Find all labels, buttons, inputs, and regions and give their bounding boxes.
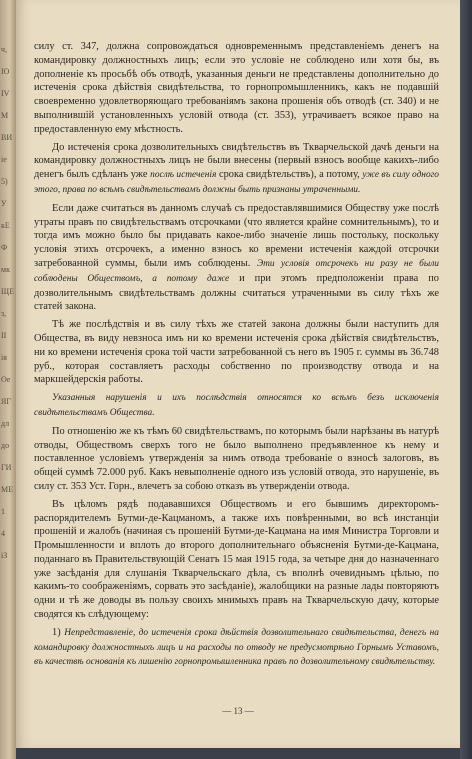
text-run: По отношенію же къ тѣмъ 60 свидѣтельствамъ, по которымъ были нарѣзаны въ натурѣ отводы, Обществомъ сверхъ того не было выполнено предъявленное къ нему и поставленное условіемъ утвержденія за нимъ отвода требованіе о взносѣ залоговъ, въ общей суммѣ 72.000 руб. Какъ невыполненіе одного изъ условій отвода, это нарушеніе, въ силу ст. 353 Уст. Горн., влечетъ за собою отказъ въ утвержденіи отвода. <box>34 425 439 492</box>
paragraph <box>34 626 439 670</box>
italic-text: уже въ силу одного этого, права по всѣмъ свидѣтельствамъ должны быть признаны утраченными. <box>34 170 439 195</box>
spine-fragment: з, <box>1 310 7 318</box>
italic-text: послѣ истеченія <box>150 170 217 181</box>
text-run: Если даже считаться въ данномъ случаѣ съ предоставлявшимися Обществу уже послѣ утраты правъ по свидѣтельствамъ отсрочками (что является крайне сомнительнымъ), то и тогда имъ можно было бы придавать какое-либо значеніе лишь постольку, поскольку условія этихъ отсрочекъ, а именно взносъ ко времени истеченія каждой отсрочки затребованной суммы, были имъ соблюдены. <box>34 202 439 269</box>
spine-fragment: ЩЕ <box>1 288 14 296</box>
paragraph <box>34 425 439 494</box>
spine-fragment: ія <box>1 354 7 362</box>
paragraph <box>34 202 439 314</box>
spine-fragment: ІЇ <box>1 332 7 340</box>
spine-fragment: Ое <box>1 376 11 384</box>
spine-fragment: У <box>1 200 7 208</box>
italic-text: Непредставленіе, до истеченія срока дѣйствія дозволительнаго свидѣтельства, денегъ на командировку должностныхъ лицъ и на расходы по отводу не предусмотрѣно Горнымъ Уставомъ, въ качествѣ основанія къ лишенію горнопромышленника правъ по дозволительному свидѣтельству. <box>34 627 439 668</box>
right-binding-edge <box>460 0 472 759</box>
spine-fragment: ІО <box>1 68 10 76</box>
spine-fragment: мк <box>1 266 10 274</box>
spine-fragment: Ф <box>1 244 8 252</box>
paragraph <box>34 318 439 387</box>
bottom-shadow <box>16 748 460 759</box>
spine-fragment: ч, <box>1 46 8 54</box>
text-run: Въ цѣломъ рядѣ подававшихся Обществомъ и его бывшимъ директоромъ-распорядителемъ Бутми-де-Кацманомъ, а также ихъ повѣренными, во всѣ инстанціи прошеній и жалобъ (начиная съ прошеній Бутми-де-Кацмана на имя Министра Торговли и Промышленности и вплоть до второго дополнительнаго объясненія Бутми-де-Кацмана, поданнаго въ Правительствующій Сенатъ 15 мая 1915 года, за четыре дня до назначеннаго уже засѣданія для слушанія Ткварчельскаго дѣла, съ вполнѣ очевиднымъ цѣлью, по какимъ-то соображеніямъ, сорвать это засѣданіе), жалобщики на разные лады повторяютъ одни и тѣ же доводы въ пользу своихъ мнимыхъ правъ на Ткварчельскую дачу, которые сводятся къ слѣдующему: <box>34 498 439 621</box>
italic-text: Указанныя нарушенія и ихъ послѣдствія относятся ко всѣмъ безъ исключенія свидѣтельствамъ Общества. <box>34 393 439 418</box>
spine-fragment: кЕ <box>1 222 10 230</box>
spine-fragment: ГИ <box>1 464 12 472</box>
spine-fragment: іе <box>1 156 7 164</box>
spine-fragment: 5) <box>1 178 8 186</box>
paragraph <box>34 498 439 622</box>
adjacent-page-spine <box>0 0 16 759</box>
spine-fragment: 4 <box>1 530 5 538</box>
paragraph <box>34 141 439 198</box>
italic-text: Эти условія отсрочекъ ни разу не были соблюдены Обществомъ, а потому даже <box>34 258 439 284</box>
body-text <box>34 40 439 670</box>
spine-fragment: ЯГ <box>1 398 11 406</box>
paragraph <box>34 391 439 421</box>
paragraph <box>34 40 439 137</box>
text-run: силу ст. 347, должна сопровождаться одновременнымъ представленіемъ денегъ на командировку должностныхъ лицъ; если это условіе не соблюдено или хотя бы, въ дополненіе къ просьбѣ объ отводѣ, указанныя деньги не представлены дополнительно до истеченія срока дѣйствія свидѣтельства, то горнопромышленникъ, какъ не подавшій своевременно удовлетворяющаго требованіямъ закона прошенія объ отводѣ (ст. 340) и не выполнившій установленныхъ условій отвода (ст. 353), утрачиваетъ всякое право на предоставленную ему мѣстность. <box>34 41 439 135</box>
spine-fragment: М <box>1 112 9 120</box>
text-run: и при этомъ предположеніи права по дозволительнымъ свидѣтельствамъ должны считаться утраченными въ силу тѣхъ же статей закона. <box>34 272 439 313</box>
page-number: — 13 — <box>222 706 254 716</box>
spine-fragment: МЕ <box>1 486 13 494</box>
document-page <box>16 0 460 748</box>
spine-fragment: IV <box>1 90 10 98</box>
text-run: срока свидѣтельствъ), а потому, <box>216 169 363 181</box>
spine-fragment: дл <box>1 420 10 428</box>
text-run: 1) <box>52 626 65 638</box>
spine-fragment: іЗ <box>1 552 8 560</box>
text-run: До истеченія срока дозволительныхъ свидѣтельствъ въ Ткварчельской дачѣ деньги на командировку должностныхъ лицъ не были внесены (первый взносъ вообще какихъ-либо денегъ былъ сдѣланъ уже <box>34 141 439 181</box>
spine-fragment: до <box>1 442 10 450</box>
text-run: Тѣ же послѣдствія и въ силу тѣхъ же статей закона должны были наступить для Общества, въ виду невзноса имъ ни ко времени истеченія срока дѣйствія свидѣтельствъ, ни ко времени истеченія срока той части затребованной съ него въ 1905 г. суммы въ 36.748 руб., которая составляетъ расходы собственно по производству отвода и на маркшейдерскія работы. <box>34 319 439 386</box>
spine-fragment: 1 <box>1 508 5 516</box>
spine-fragment: ВИ <box>1 134 13 142</box>
